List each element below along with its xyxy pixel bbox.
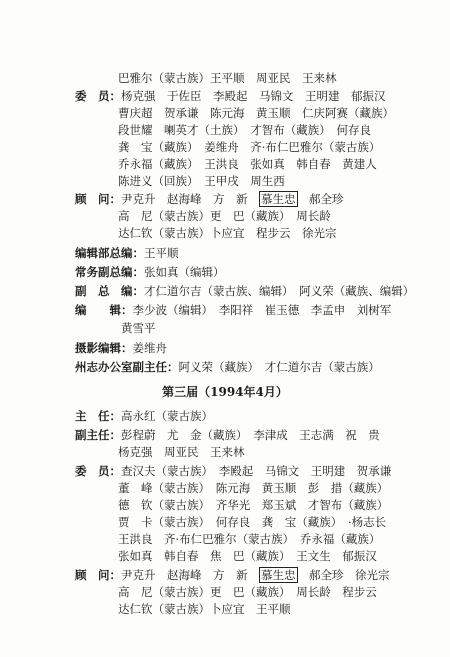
term3-members-label: 委 员： (75, 464, 121, 478)
term2-members-line: 段世耀 喇英才（土族） 才智布（藏族） 何存良 (118, 123, 371, 137)
term3-members-line: 德 钦（蒙古族） 齐华光 郑玉斌 才智布（藏族） (118, 498, 389, 512)
term3-members-line: 董 峰（蒙古族） 陈元海 黄玉顺 彭 措（藏族） (118, 481, 389, 495)
term3-vice-directors-line: 彭程蔚 尤 金（藏族） 李津成 王志满 祝 贵 (121, 428, 380, 442)
term2-advisors-after: 郝全珍 (297, 192, 344, 206)
term2-advisors-line: 达仁钦（蒙古族）卜应宜 程步云 徐光宗 (118, 226, 337, 240)
term3-members-row (75, 463, 391, 479)
term3-members-line: 张如真 韩自春 焦 巴（藏族） 王文生 郁振汉 (118, 549, 377, 563)
term3-vice-directors-line: 杨克强 周亚民 王来林 (118, 445, 245, 459)
editor-in-chief-value: 王平顺 (144, 246, 179, 260)
term2-advisors-line: 高 尼（蒙古族）更 巴（藏族） 周长龄 (118, 209, 331, 223)
term3-vice-directors-row (75, 427, 380, 443)
deputy-editor-row (75, 283, 414, 299)
term2-members-line: 龚 宝（藏族） 姜维舟 齐·布仁巴雅尔（蒙古族） (118, 140, 381, 154)
term3-director-row (75, 408, 213, 424)
office-deputy-director-value: 阿义荣（藏族） 才仁道尔吉（蒙古族） (178, 360, 380, 374)
editors-line: 李少波（编辑） 李阳祥 崔玉德 李孟申 刘树军 (132, 303, 392, 317)
office-deputy-director-row (75, 359, 380, 375)
executive-deputy-editor-row (75, 264, 225, 280)
deputy-editor-value: 才仁道尔吉（蒙古族、编辑） 阿义荣（藏族、编辑） (144, 284, 415, 298)
term2-members-line: 陈进义（回族） 王甲戌 周生西 (118, 174, 285, 188)
term2-advisors-label: 顾 问： (75, 192, 121, 206)
term2-advisors-before: 尹克升 赵海峰 方 新 (121, 192, 259, 206)
term2-members-line: 乔永福（藏族） 王洪良 张如真 韩自春 黄建人 (118, 157, 377, 171)
term3-advisors-before: 尹克升 赵海峰 方 新 (121, 568, 259, 582)
photo-editor-row (75, 340, 167, 356)
term3-advisors-after: 郝全珍 徐光宗 (297, 568, 390, 582)
term3-advisors-label: 顾 问： (75, 568, 121, 582)
executive-deputy-editor-label: 常务副总编： (75, 265, 144, 279)
editor-in-chief-label: 编辑部总编： (75, 246, 144, 260)
editor-in-chief-row (75, 245, 179, 261)
term3-deceased-advisor: 慕生忠 (261, 568, 296, 582)
term2-deceased-advisor: 慕生忠 (261, 192, 296, 206)
editors-row (75, 302, 391, 318)
term2-members-row (75, 88, 386, 104)
term3-advisors-line: 达仁钦（蒙古族）卜应宜 王平顺 (118, 602, 291, 616)
photo-editor-label: 摄影编辑： (75, 341, 133, 355)
term2-members-label: 委 员： (75, 89, 121, 103)
term2-vice-directors-tail: 巴雅尔（蒙古族）王平顺 周亚民 王来林 (118, 71, 337, 85)
term3-advisors-row (75, 567, 390, 583)
term3-members-line: 王洪良 齐·布仁巴雅尔（蒙古族） 乔永福（藏族） (118, 532, 381, 546)
deputy-editor-label: 副 总 编： (75, 284, 144, 298)
term3-heading: 第三届（1994年4月） (162, 385, 288, 399)
term3-vice-directors-label: 副主任： (75, 428, 121, 442)
photo-editor-value: 姜维舟 (132, 341, 167, 355)
executive-deputy-editor-value: 张如真（编辑） (144, 265, 225, 279)
office-deputy-director-label: 州志办公室副主任： (75, 360, 179, 374)
term2-members-line: 杨克强 于佐臣 李殿起 马锦文 王明建 郁振汉 (121, 89, 386, 103)
editors-label: 编 辑： (75, 303, 133, 317)
term3-director-label: 主 任： (75, 409, 121, 423)
term3-members-line: 查汉夫（蒙古族） 李殿起 马锦文 王明建 贺承谦 (121, 464, 392, 478)
term3-director-value: 高永红（蒙古族） (121, 409, 213, 423)
term3-advisors-line: 高 尼（蒙古族）更 巴（藏族） 周长龄 程步云 (118, 585, 377, 599)
term3-members-line: 贾 卡（蒙古族） 何存良 龚 宝（藏族） ·杨志长 (118, 515, 387, 529)
term2-members-line: 曹庆超 贺承谦 陈元海 黄玉顺 仁庆阿赛（藏族） (118, 106, 394, 120)
editors-line: 黄雪平 (121, 321, 156, 335)
term2-advisors-row (75, 191, 344, 207)
